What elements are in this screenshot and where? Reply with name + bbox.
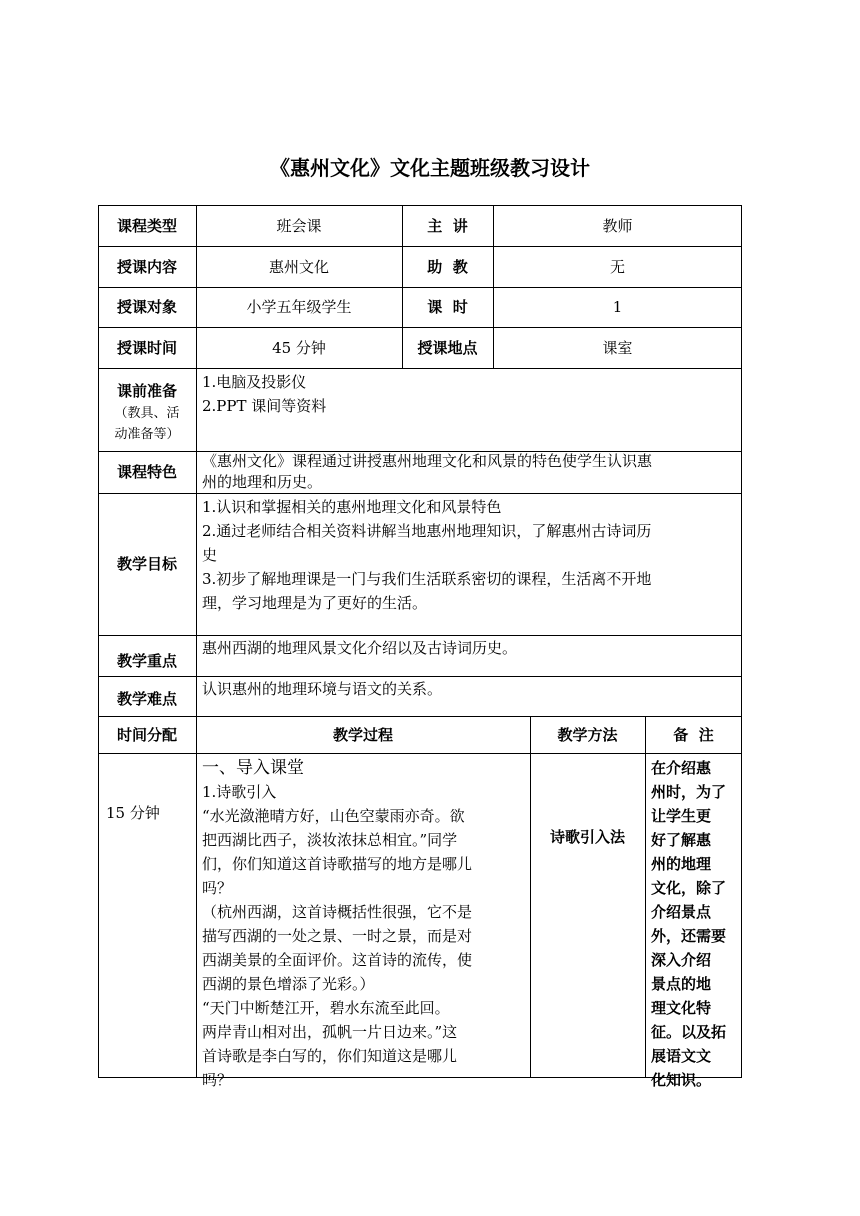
process-line: 把西湖比西子，淡妆浓抹总相宜。”同学 (202, 831, 458, 849)
process-line: 吗？ (202, 879, 233, 897)
prep-item: 1.电脑及投影仪 (202, 373, 307, 391)
location-label: 授课地点 (417, 338, 478, 357)
audience-label: 授课对象 (116, 298, 177, 316)
note-line: 深入介绍 (651, 951, 712, 969)
prep-item: 2.PPT 课间等资料 (202, 397, 327, 415)
audience-value: 小学五年级学生 (246, 298, 352, 316)
goals-label: 教学目标 (116, 555, 177, 573)
goal-line: 史 (202, 546, 218, 564)
feature-text (202, 451, 738, 493)
note-line: 外，还需要 (651, 927, 727, 945)
process-method: 诗歌引入法 (549, 828, 625, 846)
feature-line: 《惠州文化》课程通过讲授惠州地理文化和风景的特色使学生认识惠 (202, 452, 653, 470)
goals-text (202, 495, 738, 633)
process-line: （杭州西湖，这首诗概括性很强，它不是 (202, 903, 473, 921)
course-type-value: 班会课 (276, 216, 322, 235)
difficulty-text: 认识惠州的地理环境与语文的关系。 (202, 680, 443, 698)
process-line: “天门中断楚江开，碧水东流至此回。 (202, 999, 450, 1017)
time-value: 45 分钟 (272, 338, 326, 357)
content-label: 授课内容 (116, 257, 177, 276)
feature-label: 课程特色 (116, 463, 177, 481)
prep-label-block (98, 373, 196, 451)
goal-line: 2.通过老师结合相关资料讲解当地惠州地理知识，了解惠州古诗词历 (202, 522, 652, 540)
prep-items (202, 370, 738, 450)
method-header: 教学方法 (557, 725, 618, 744)
time-allocation-header: 时间分配 (116, 725, 177, 744)
lesson-plan-table (98, 205, 742, 1089)
process-heading: 一、导入课堂 (202, 758, 304, 778)
process-header: 教学过程 (332, 725, 393, 744)
difficulty-label: 教学难点 (116, 690, 177, 708)
note-line: 展语文文 (651, 1047, 712, 1065)
process-line: “水光潋滟晴方好，山色空蒙雨亦奇。欲 (202, 807, 465, 825)
prep-label: 课前准备 (116, 382, 177, 400)
assistant-label: 助 教 (427, 257, 468, 276)
time-label: 授课时间 (116, 338, 177, 357)
assistant-value: 无 (609, 257, 625, 276)
location-value: 课室 (602, 338, 633, 357)
document-title: 《惠州文化》文化主题班级教习设计 (270, 156, 590, 180)
process-line: 西湖的景色增添了光彩。） (202, 975, 375, 993)
note-line: 介绍景点 (651, 903, 712, 921)
note-line: 在介绍惠 (651, 759, 712, 777)
lecturer-label: 主 讲 (427, 216, 468, 235)
process-time: 15 分钟 (106, 804, 160, 822)
course-type-label: 课程类型 (116, 216, 177, 235)
process-line: 西湖美景的全面评价。这首诗的流传，使 (202, 951, 473, 969)
content-value: 惠州文化 (268, 257, 329, 276)
process-line: 描写西湖的一处之景、一时之景，而是对 (202, 927, 473, 945)
note-line: 景点的地 (651, 975, 712, 993)
note-line: 州的地理 (651, 855, 712, 873)
process-line: 1.诗歌引入 (202, 783, 277, 801)
note-line: 理文化特 (651, 999, 712, 1017)
process-note (651, 756, 737, 1089)
note-line: 好了解惠 (651, 831, 712, 849)
note-line: 征。以及拓 (651, 1023, 727, 1041)
goal-line: 理，学习地理是为了更好的生活。 (202, 594, 428, 612)
goal-line: 1.认识和掌握相关的惠州地理文化和风景特色 (202, 498, 502, 516)
note-header: 备 注 (673, 725, 714, 744)
note-line: 化知识。 (651, 1071, 712, 1089)
process-line: 两岸青山相对出，孤帆一片日边来。”这 (202, 1023, 458, 1041)
prep-sublabel-1: （教具、活 (114, 406, 180, 421)
hours-label: 课 时 (427, 298, 468, 316)
feature-line: 州的地理和历史。 (202, 473, 323, 491)
key-point-text: 惠州西湖的地理风景文化介绍以及古诗词历史。 (202, 639, 518, 657)
key-point-label: 教学重点 (116, 651, 177, 670)
lecturer-value: 教师 (602, 216, 633, 235)
process-line: 们，你们知道这首诗歌描写的地方是哪儿 (202, 855, 473, 873)
hours-value: 1 (612, 298, 623, 316)
process-line: 吗？ (202, 1071, 233, 1089)
note-line: 文化，除了 (651, 879, 727, 897)
note-line: 州时，为了 (651, 783, 727, 801)
note-line: 让学生更 (651, 807, 712, 825)
process-line: 首诗歌是李白写的，你们知道这是哪儿 (202, 1047, 458, 1065)
goal-line: 3.初步了解地理课是一门与我们生活联系密切的课程，生活离不开地 (202, 570, 652, 588)
process-content (202, 756, 528, 1089)
prep-sublabel-2: 动准备等） (114, 427, 180, 442)
